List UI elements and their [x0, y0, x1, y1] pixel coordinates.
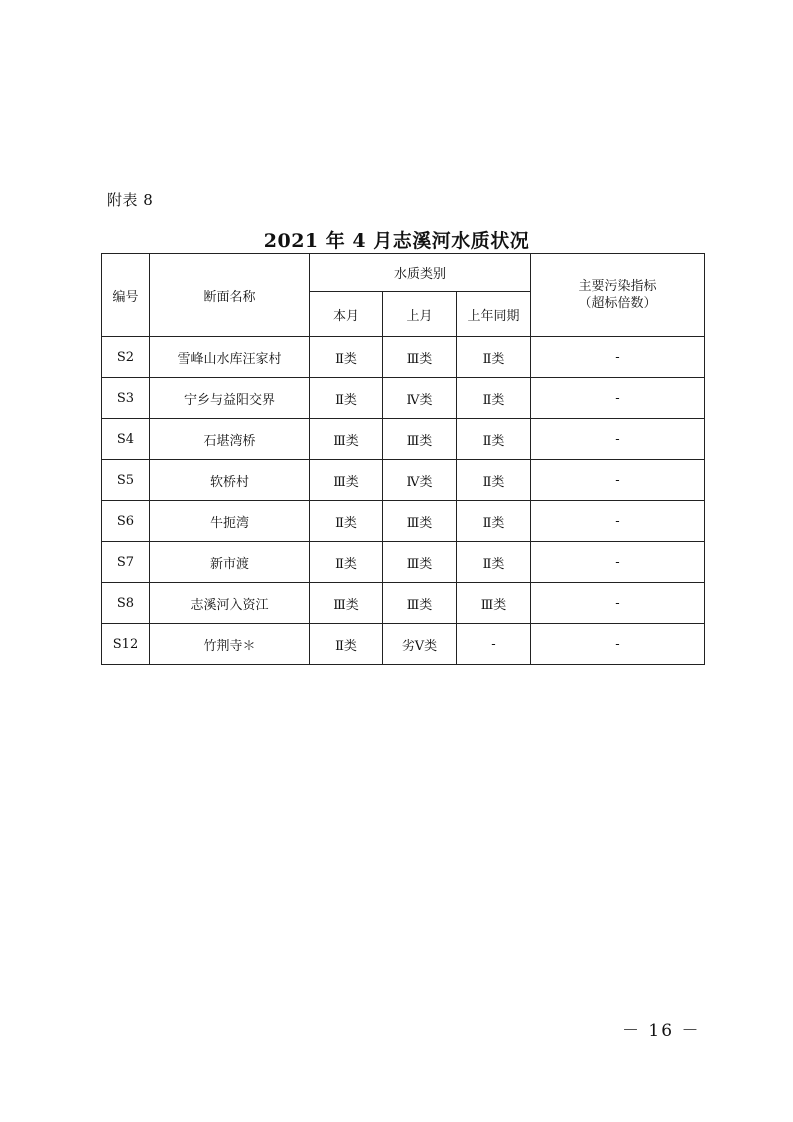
cell-this-month: Ⅲ类 — [310, 583, 383, 624]
cell-main-pollutant: - — [531, 337, 705, 378]
cell-this-month: Ⅱ类 — [310, 624, 383, 665]
header-code: 编号 — [102, 254, 150, 337]
cell-main-pollutant: - — [531, 624, 705, 665]
cell-section-name: 牛扼湾 — [150, 501, 310, 542]
cell-section-name: 雪峰山水库汪家村 — [150, 337, 310, 378]
cell-this-month: Ⅲ类 — [310, 419, 383, 460]
cell-same-period-last-year: Ⅱ类 — [457, 419, 531, 460]
cell-last-month: Ⅳ类 — [383, 378, 457, 419]
cell-section-name: 志溪河入资江 — [150, 583, 310, 624]
cell-same-period-last-year: Ⅱ类 — [457, 337, 531, 378]
cell-section-name: 石堪湾桥 — [150, 419, 310, 460]
table-row — [102, 542, 705, 583]
header-main-pollutant-line1: 主要污染指标 — [578, 279, 657, 294]
cell-this-month: Ⅱ类 — [310, 378, 383, 419]
cell-code: S3 — [102, 378, 150, 419]
cell-section-name: 宁乡与益阳交界 — [150, 378, 310, 419]
page-number: － 16 － — [622, 1021, 701, 1041]
cell-code: S8 — [102, 583, 150, 624]
cell-code: S5 — [102, 460, 150, 501]
header-this-month: 本月 — [310, 292, 383, 337]
table-row — [102, 337, 705, 378]
cell-last-month: Ⅲ类 — [383, 419, 457, 460]
header-same-period-last-year: 上年同期 — [457, 292, 531, 337]
cell-code: S7 — [102, 542, 150, 583]
cell-same-period-last-year: Ⅱ类 — [457, 378, 531, 419]
cell-same-period-last-year: Ⅲ类 — [457, 583, 531, 624]
cell-last-month: Ⅲ类 — [383, 542, 457, 583]
cell-main-pollutant: - — [531, 542, 705, 583]
cell-section-name: 竹荆寺＊ — [150, 624, 310, 665]
cell-same-period-last-year: Ⅱ类 — [457, 501, 531, 542]
cell-last-month: Ⅲ类 — [383, 583, 457, 624]
cell-last-month: Ⅳ类 — [383, 460, 457, 501]
cell-this-month: Ⅱ类 — [310, 542, 383, 583]
cell-code: S2 — [102, 337, 150, 378]
table-row — [102, 378, 705, 419]
cell-code: S12 — [102, 624, 150, 665]
cell-main-pollutant: - — [531, 501, 705, 542]
cell-main-pollutant: - — [531, 583, 705, 624]
cell-section-name: 软桥村 — [150, 460, 310, 501]
water-quality-table — [101, 253, 705, 665]
header-water-class-group: 水质类别 — [310, 254, 531, 292]
table-row — [102, 460, 705, 501]
table-row — [102, 419, 705, 460]
cell-code: S6 — [102, 501, 150, 542]
appendix-label: 附表 8 — [107, 191, 154, 209]
header-last-month: 上月 — [383, 292, 457, 337]
cell-same-period-last-year: Ⅱ类 — [457, 542, 531, 583]
table-row — [102, 624, 705, 665]
header-main-pollutant-line2: （超标倍数） — [578, 296, 657, 311]
cell-section-name: 新市渡 — [150, 542, 310, 583]
table-row — [102, 583, 705, 624]
header-section-name: 断面名称 — [150, 254, 310, 337]
cell-same-period-last-year: Ⅱ类 — [457, 460, 531, 501]
cell-same-period-last-year: - — [457, 624, 531, 665]
cell-main-pollutant: - — [531, 419, 705, 460]
cell-main-pollutant: - — [531, 460, 705, 501]
header-main-pollutant — [531, 254, 705, 337]
cell-this-month: Ⅲ类 — [310, 460, 383, 501]
cell-last-month: Ⅲ类 — [383, 501, 457, 542]
cell-this-month: Ⅱ类 — [310, 501, 383, 542]
table-title: 2021 年 4 月志溪河水质状况 — [263, 230, 530, 252]
cell-main-pollutant: - — [531, 378, 705, 419]
cell-last-month: 劣Ⅴ类 — [383, 624, 457, 665]
cell-code: S4 — [102, 419, 150, 460]
cell-last-month: Ⅲ类 — [383, 337, 457, 378]
table-body — [102, 337, 705, 665]
cell-this-month: Ⅱ类 — [310, 337, 383, 378]
table-row — [102, 501, 705, 542]
